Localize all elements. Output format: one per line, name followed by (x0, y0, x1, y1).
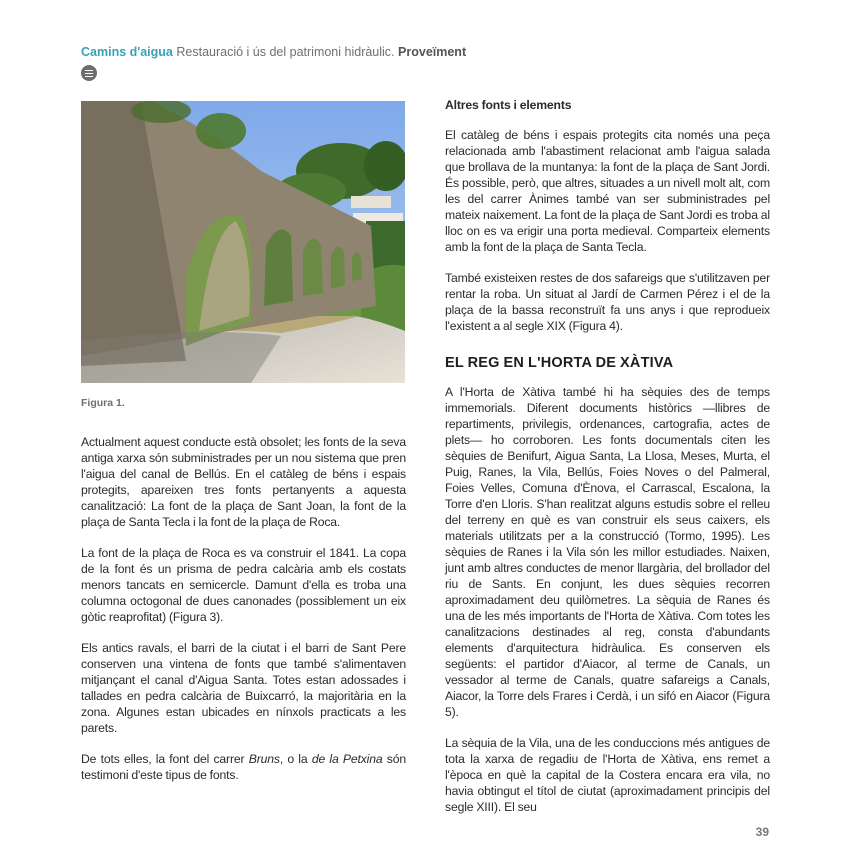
header-brand: Camins d'aigua (81, 45, 173, 59)
paragraph: A l'Horta de Xàtiva també hi ha sèquies des de temps immemorials. Diferent documents històrics —llibres de repartiments, privilegis, ordenances, cartografia, actes de plets— ho corroboren. Les fonts documentals citen les sèquies de Benifurt, Aigua Santa, La Llosa, Meses, Murta, el Puig, Ranes, la Vila, Bellús, Foies Noves o del Palmeral, Foies Velles, Comuna d'Ènova, el Carrascal, Escalona, la Torre d'en Lloris. S'han realitzat alguns estudis sobre el relleu del terreny en què es van construir els seus caixers, els materials utilitzats per a la construcció (Tormo, 1995). Les sèquies de Ranes i la Vila són les millor estudiades. Naixen, junt amb altres conductes de menor llargària, del brollador del riu de Sants. En conjunt, les dues sèquies recorren aproximadament deu quilòmetres. La sèquia de Ranes és una de les més importants de l'Horta de Xàtiva. Com totes les canalitzacions destinades al reg, consta d'abundants elements d'arquitectura hidràulica. Es conserven els següents: el partidor d'Aiacor, al terme de Canals, un vessador al terme de Canals, quatre safareigs a Canals, Aiacor, la Torre dels Frares i Cerdà, i un sifó en Aiacor (Figura 5). (445, 385, 770, 719)
italic-term: de la Petxina (311, 752, 383, 766)
paragraph: També existeixen restes de dos safareigs que s'utilitzaven per rentar la roba. Un situat al Jardí de Carmen Pérez i el de la plaça de la bassa reconstruït fa uns anys i que reprodueix l'existent a al segle XIX (Figura 4). (445, 271, 770, 333)
figure-caption: Figura 1. (81, 397, 125, 409)
subheading: Altres fonts i elements (445, 98, 572, 112)
arch (331, 247, 345, 289)
paragraph: La sèquia de la Vila, una de les conduccions més antigues de tota la xarxa de regadiu de l'Horta de Xàtiva, ens remet a l'època en què la capital de la Costera encara era vila, no havia obtingut el títol de ciutat (aproximadament principis del segle XIII). El seu (445, 736, 770, 814)
menu-button[interactable] (81, 65, 97, 81)
italic-term: Bruns (248, 752, 280, 766)
paragraph: El catàleg de béns i espais protegits cita només una peça relacionada amb l'abastiment relacionat amb l'aigua salada que brollava de la muntanya: la font de la plaça de Sant Jordi. És possible, però, que altres, situades a un nivell molt alt, com les del carrer Ànimes també van ser subministrades pel mateix naixement. La font de la plaça de Sant Jordi es troba al lloc on es va erigir una porta medieval. Comparteix elements amb la font de la plaça de Santa Tecla. (445, 128, 770, 254)
house (351, 196, 391, 208)
text-run: són testimoni d'este tipus de fonts. (81, 752, 406, 782)
arch (303, 239, 323, 296)
left-column (81, 434, 406, 783)
foliage (196, 113, 246, 149)
paragraph (81, 751, 406, 783)
running-header (81, 44, 466, 60)
header-subtitle: Restauració i ús del patrimoni hidràulic. (176, 45, 395, 59)
section-title: EL REG EN L'HORTA DE XÀTIVA (445, 355, 674, 371)
menu-icon-bar (85, 73, 93, 75)
menu-icon (85, 70, 93, 72)
paragraph: Els antics ravals, el barri de la ciutat i el barri de Sant Pere conserven una vintena de fonts que també s'alimentaven mitjançant el canal d'Aigua Santa. Totes estan adossades i tallades en pedra calcària de Buixcarró, la majoritària en la zona. Algunes estan ubicades en nínxols practicats a les parets. (81, 641, 406, 735)
paragraph: La font de la plaça de Roca es va construir el 1841. La copa de la font és un prisma de pedra calcària amb els costats menors tancats en semicercle. Damunt d'ella es troba una columna octogonal de dues canonades (possiblement un eix gòtic reaprofitat) (Figura 3). (81, 546, 406, 624)
text-run: , o la (279, 752, 312, 766)
header-section: Proveïment (398, 45, 467, 59)
paragraph: Actualment aquest conducte està obsolet; les fonts de la seva antiga xarxa són subministrades per un nou sistema que pren l'aigua del canal de Bellús. En el catàleg de béns i espais protegits, apareixen tres fonts pertanyents a aquesta canalització: La font de la plaça de Sant Joan, la font de la plaça de Santa Tecla i la font de la plaça de Roca. (81, 435, 406, 529)
right-column (445, 97, 770, 815)
text-run: De tots elles, la font del carrer (81, 752, 249, 766)
menu-icon-bar (85, 76, 93, 78)
page-number: 39 (755, 825, 769, 839)
road-shadow (81, 332, 281, 383)
figure-1-photo (81, 101, 405, 383)
aqueduct-photo (81, 101, 405, 383)
